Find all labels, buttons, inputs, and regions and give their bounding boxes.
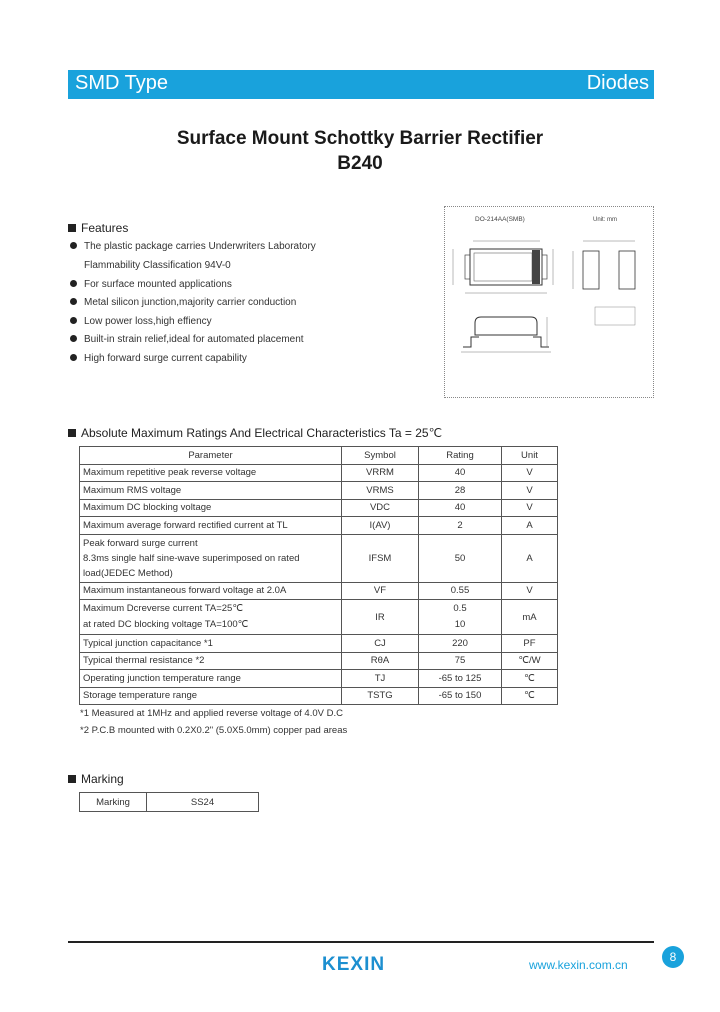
bullet-dot-icon	[70, 298, 77, 305]
marking-heading-text: Marking	[81, 772, 124, 786]
header-category: SMD Type	[75, 72, 168, 94]
rating-cell: 220	[419, 635, 502, 653]
symbol-cell: VRMS	[342, 482, 419, 500]
symbol-cell: RθA	[342, 652, 419, 670]
rating-cell: 75	[419, 652, 502, 670]
footnote-1: *1 Measured at 1MHz and applied reverse voltage of 4.0V D.C	[80, 708, 343, 719]
marking-label-cell: Marking	[80, 793, 147, 812]
parameter-cell: Operating junction temperature range	[80, 670, 342, 688]
table-row	[80, 793, 259, 812]
symbol-cell: CJ	[342, 635, 419, 653]
unit-cell: V	[502, 464, 558, 482]
page-number-badge: 8	[662, 946, 684, 968]
parameter-cell: Maximum average forward rectified current at TL	[80, 517, 342, 535]
package-top-view	[453, 241, 553, 293]
column-header: Parameter	[80, 447, 342, 465]
rating-cell	[419, 600, 502, 635]
features-heading	[68, 221, 128, 235]
features-heading-text: Features	[81, 221, 129, 235]
bullet-dot-icon	[70, 317, 77, 324]
column-header: Unit	[502, 447, 558, 465]
recommended-pad-layout	[595, 307, 635, 325]
ratings-heading	[68, 426, 442, 440]
feature-text: Built-in strain relief,ideal for automated placement	[84, 334, 304, 345]
feature-text: For surface mounted applications	[84, 279, 232, 290]
unit-cell: mA	[502, 600, 558, 635]
bullet-square-icon	[68, 224, 76, 232]
feature-item	[70, 297, 296, 308]
marking-value-cell: SS24	[147, 793, 259, 812]
symbol-cell: VRRM	[342, 464, 419, 482]
parameter-line: 8.3ms single half sine-wave superimposed on rated	[83, 552, 300, 564]
page-title: Surface Mount Schottky Barrier Rectifier	[176, 128, 544, 149]
table-row	[80, 670, 558, 688]
rating-cell: 2	[419, 517, 502, 535]
website-link[interactable]: www.kexin.com.cn	[529, 958, 628, 972]
bullet-dot-icon	[70, 242, 77, 249]
footer-divider	[68, 941, 654, 943]
bullet-square-icon	[68, 429, 76, 437]
rating-line: 0.5	[453, 603, 467, 614]
rating-line: 10	[454, 619, 466, 630]
unit-cell: A	[502, 534, 558, 582]
bullet-square-icon	[68, 775, 76, 783]
symbol-cell: TSTG	[342, 687, 419, 705]
header-product-family: Diodes	[586, 72, 649, 94]
rating-cell: 28	[419, 482, 502, 500]
unit-cell: V	[502, 582, 558, 600]
parameter-cell: Storage temperature range	[80, 687, 342, 705]
rating-cell: -65 to 150	[419, 687, 502, 705]
ratings-table	[79, 446, 558, 705]
unit-cell: PF	[502, 635, 558, 653]
unit-cell: ℃/W	[502, 652, 558, 670]
parameter-cell	[80, 534, 342, 582]
parameter-cell: Maximum instantaneous forward voltage at 2.0A	[80, 582, 342, 600]
parameter-cell: Maximum RMS voltage	[80, 482, 342, 500]
bullet-dot-icon	[70, 354, 77, 361]
symbol-cell: VDC	[342, 499, 419, 517]
table-header-row	[80, 447, 558, 465]
marking-table	[79, 792, 259, 812]
feature-item	[70, 353, 247, 364]
package-name: DO-214AA(SMB)	[475, 216, 525, 223]
column-header: Rating	[419, 447, 502, 465]
feature-item	[70, 316, 212, 327]
package-front-view	[461, 317, 551, 352]
package-side-view	[573, 241, 635, 289]
table-row	[80, 499, 558, 517]
rating-cell: 50	[419, 534, 502, 582]
unit-cell: A	[502, 517, 558, 535]
parameter-cell	[80, 600, 342, 635]
parameter-cell: Maximum DC blocking voltage	[80, 499, 342, 517]
feature-item	[84, 260, 231, 271]
parameter-line: Maximum Dcreverse current TA=25℃	[83, 603, 243, 614]
part-number: B240	[337, 153, 383, 174]
feature-text: Metal silicon junction,majority carrier conduction	[84, 297, 297, 308]
table-row	[80, 582, 558, 600]
table-row	[80, 482, 558, 500]
symbol-cell: I(AV)	[342, 517, 419, 535]
parameter-line: load(JEDEC Method)	[83, 567, 173, 579]
bullet-dot-icon	[70, 335, 77, 342]
table-row	[80, 635, 558, 653]
parameter-cell: Typical junction capacitance *1	[80, 635, 342, 653]
symbol-cell: TJ	[342, 670, 419, 688]
parameter-cell: Typical thermal resistance *2	[80, 652, 342, 670]
feature-text: High forward surge current capability	[84, 353, 247, 364]
bullet-dot-icon	[70, 280, 77, 287]
rating-cell: 40	[419, 499, 502, 517]
feature-item	[70, 334, 304, 345]
feature-item	[70, 279, 232, 290]
rating-cell: 40	[419, 464, 502, 482]
symbol-cell: IFSM	[342, 534, 419, 582]
unit-cell: V	[502, 499, 558, 517]
package-outline-drawing	[444, 206, 654, 398]
table-row	[80, 687, 558, 705]
unit-cell: V	[502, 482, 558, 500]
symbol-cell: VF	[342, 582, 419, 600]
table-row	[80, 534, 558, 582]
rating-cell: 0.55	[419, 582, 502, 600]
feature-text: Flammability Classification 94V-0	[84, 260, 231, 271]
column-header: Symbol	[342, 447, 419, 465]
symbol-cell: IR	[342, 600, 419, 635]
feature-text: Low power loss,high effiency	[84, 316, 212, 327]
unit-cell: ℃	[502, 687, 558, 705]
unit-cell: ℃	[502, 670, 558, 688]
table-row	[80, 652, 558, 670]
parameter-line: at rated DC blocking voltage TA=100℃	[83, 619, 249, 630]
table-row	[80, 464, 558, 482]
kexin-logo: KEXIN	[322, 954, 386, 975]
parameter-cell: Maximum repetitive peak reverse voltage	[80, 464, 342, 482]
parameter-line: Peak forward surge current	[83, 537, 198, 549]
feature-text: The plastic package carries Underwriters Laboratory	[84, 241, 316, 252]
marking-heading	[68, 772, 124, 786]
rating-cell: -65 to 125	[419, 670, 502, 688]
header-banner	[68, 70, 654, 99]
footnote-2: *2 P.C.B mounted with 0.2X0.2" (5.0X5.0mm) copper pad areas	[80, 725, 348, 736]
package-unit: Unit: mm	[593, 217, 617, 223]
ratings-heading-text: Absolute Maximum Ratings And Electrical Characteristics Ta = 25℃	[81, 426, 443, 440]
table-row	[80, 600, 558, 635]
table-row	[80, 517, 558, 535]
feature-item	[70, 241, 316, 252]
